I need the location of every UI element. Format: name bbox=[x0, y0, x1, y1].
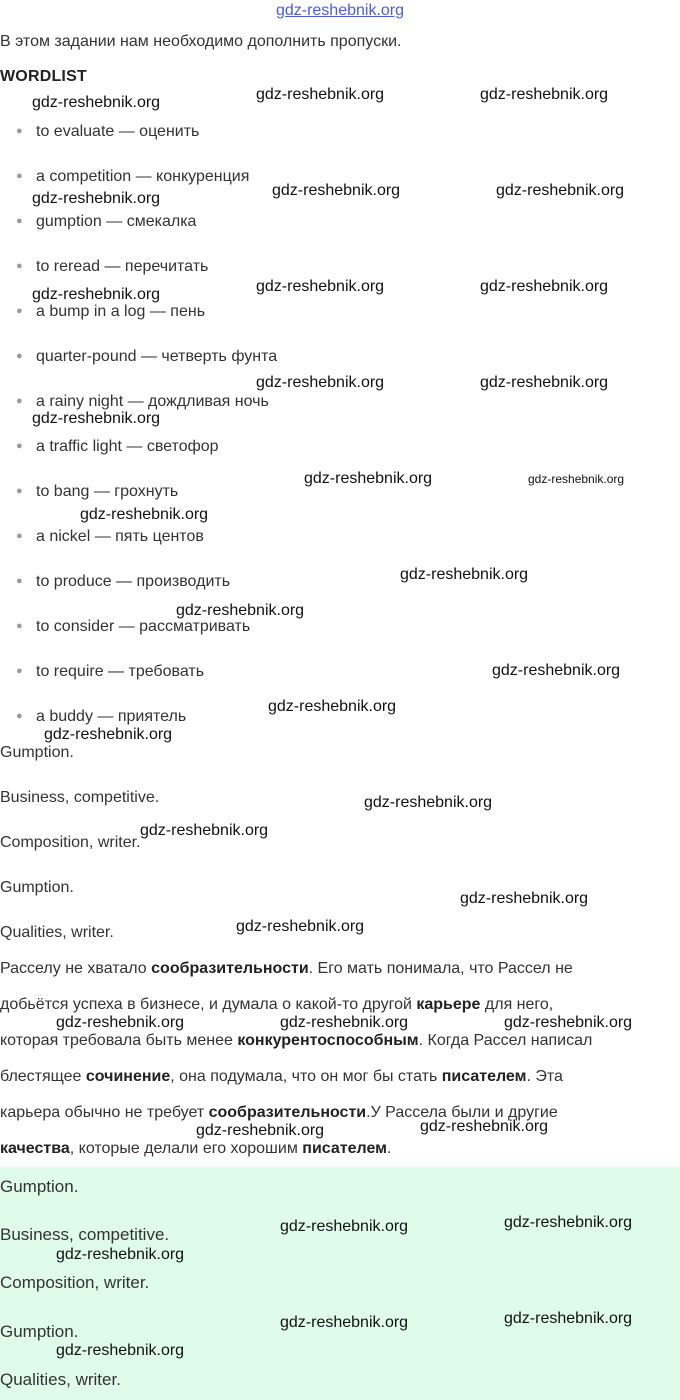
watermark: gdz-reshebnik.org bbox=[364, 794, 493, 811]
wordlist-item: ● a buddy — приятель bbox=[16, 708, 187, 725]
watermark: gdz-reshebnik.org bbox=[280, 1218, 409, 1235]
wordlist-item: ● a competition — конкуренция bbox=[16, 168, 250, 185]
watermark: gdz-reshebnik.org bbox=[32, 190, 161, 207]
watermark: gdz-reshebnik.org bbox=[196, 1122, 325, 1139]
wordlist-item: ● to require — требовать bbox=[16, 663, 205, 680]
watermark: gdz-reshebnik.org bbox=[480, 86, 609, 103]
green-answer-line: Business, competitive. bbox=[0, 1225, 170, 1244]
green-answer-line: Qualities, writer. bbox=[0, 1370, 121, 1389]
intro-text: В этом задании нам необходимо дополнить пропуски. bbox=[0, 33, 402, 50]
green-answer-line: Composition, writer. bbox=[0, 1273, 150, 1292]
watermark: gdz-reshebnik.org bbox=[236, 918, 365, 935]
bullet-icon: ● bbox=[16, 170, 23, 182]
bullet-icon: ● bbox=[16, 530, 23, 542]
watermark: gdz-reshebnik.org bbox=[460, 890, 589, 907]
paragraph-line: карьера обычно не требует сообразительности.У Рассела были и другие bbox=[0, 1104, 558, 1121]
wordlist-item: ● quarter-pound — четверть фунта bbox=[16, 348, 278, 365]
watermark: gdz-reshebnik.org bbox=[56, 1246, 185, 1263]
bullet-icon: ● bbox=[16, 665, 23, 677]
watermark: gdz-reshebnik.org bbox=[256, 278, 385, 295]
watermark: gdz-reshebnik.org bbox=[256, 374, 385, 391]
wordlist-item: ● to consider — рассматривать bbox=[16, 618, 251, 635]
wordlist-item: ● a traffic light — светофор bbox=[16, 438, 219, 455]
answer-line: Qualities, writer. bbox=[0, 924, 114, 941]
wordlist-item: ● gumption — смекалка bbox=[16, 213, 197, 230]
watermark: gdz-reshebnik.org bbox=[272, 182, 401, 199]
watermark: gdz-reshebnik.org bbox=[56, 1342, 185, 1359]
bullet-icon: ● bbox=[16, 350, 23, 362]
paragraph-line: качества, которые делали его хорошим писателем. bbox=[0, 1140, 392, 1157]
watermark: gdz-reshebnik.org bbox=[480, 278, 609, 295]
wordlist-item: ● a bump in a log — пень bbox=[16, 303, 206, 320]
green-answer-line: Gumption. bbox=[0, 1322, 79, 1341]
watermark: gdz-reshebnik.org bbox=[32, 94, 161, 111]
paragraph-line: которая требовала быть менее конкурентоспособным. Когда Рассел написал bbox=[0, 1032, 593, 1049]
wordlist-item: ● to evaluate — оценить bbox=[16, 123, 200, 140]
watermark: gdz-reshebnik.org bbox=[528, 472, 625, 486]
paragraph-line: блестящее сочинение, она подумала, что он мог бы стать писателем. Эта bbox=[0, 1068, 563, 1085]
watermark: gdz-reshebnik.org bbox=[256, 86, 385, 103]
answer-line: Composition, writer. bbox=[0, 834, 141, 851]
wordlist-item: ● to bang — грохнуть bbox=[16, 483, 179, 500]
bullet-icon: ● bbox=[16, 440, 23, 452]
bullet-icon: ● bbox=[16, 575, 23, 587]
watermark: gdz-reshebnik.org bbox=[280, 1014, 409, 1031]
bullet-icon: ● bbox=[16, 620, 23, 632]
watermark: gdz-reshebnik.org bbox=[480, 374, 609, 391]
green-answer-line: Gumption. bbox=[0, 1177, 79, 1196]
bullet-icon: ● bbox=[16, 215, 23, 227]
watermark: gdz-reshebnik.org bbox=[504, 1014, 633, 1031]
bullet-icon: ● bbox=[16, 125, 23, 137]
answer-line: Business, competitive. bbox=[0, 789, 160, 806]
bullet-icon: ● bbox=[16, 485, 23, 497]
watermark: gdz-reshebnik.org bbox=[280, 1314, 409, 1331]
watermark: gdz-reshebnik.org bbox=[304, 470, 433, 487]
watermark: gdz-reshebnik.org bbox=[504, 1310, 633, 1327]
site-header-link[interactable]: gdz-reshebnik.org bbox=[275, 2, 405, 19]
answer-line: Gumption. bbox=[0, 744, 74, 761]
watermark: gdz-reshebnik.org bbox=[492, 662, 621, 679]
wordlist-item: ● a rainy night — дождливая ночь bbox=[16, 393, 269, 410]
watermark: gdz-reshebnik.org bbox=[496, 182, 625, 199]
wordlist-item: ● to reread — перечитать bbox=[16, 258, 209, 275]
bullet-icon: ● bbox=[16, 395, 23, 407]
wordlist-item: ● a nickel — пять центов bbox=[16, 528, 204, 545]
bullet-icon: ● bbox=[16, 260, 23, 272]
watermark: gdz-reshebnik.org bbox=[176, 602, 305, 619]
watermark: gdz-reshebnik.org bbox=[80, 506, 209, 523]
wordlist-item: ● to produce — производить bbox=[16, 573, 231, 590]
paragraph-line: добьётся успеха в бизнесе, и думала о какой-то другой карьере для него, bbox=[0, 996, 554, 1013]
watermark: gdz-reshebnik.org bbox=[44, 726, 173, 743]
watermark: gdz-reshebnik.org bbox=[400, 566, 529, 583]
answer-line: Gumption. bbox=[0, 879, 74, 896]
watermark: gdz-reshebnik.org bbox=[268, 698, 397, 715]
watermark: gdz-reshebnik.org bbox=[504, 1214, 633, 1231]
bullet-icon: ● bbox=[16, 710, 23, 722]
watermark: gdz-reshebnik.org bbox=[32, 286, 161, 303]
watermark: gdz-reshebnik.org bbox=[140, 822, 269, 839]
paragraph-line: Расселу не хватало сообразительности. Его мать понимала, что Рассел не bbox=[0, 960, 573, 977]
watermark: gdz-reshebnik.org bbox=[32, 410, 161, 427]
watermark: gdz-reshebnik.org bbox=[56, 1014, 185, 1031]
watermark: gdz-reshebnik.org bbox=[420, 1118, 549, 1135]
bullet-icon: ● bbox=[16, 305, 23, 317]
wordlist-title: WORDLIST bbox=[0, 68, 87, 85]
